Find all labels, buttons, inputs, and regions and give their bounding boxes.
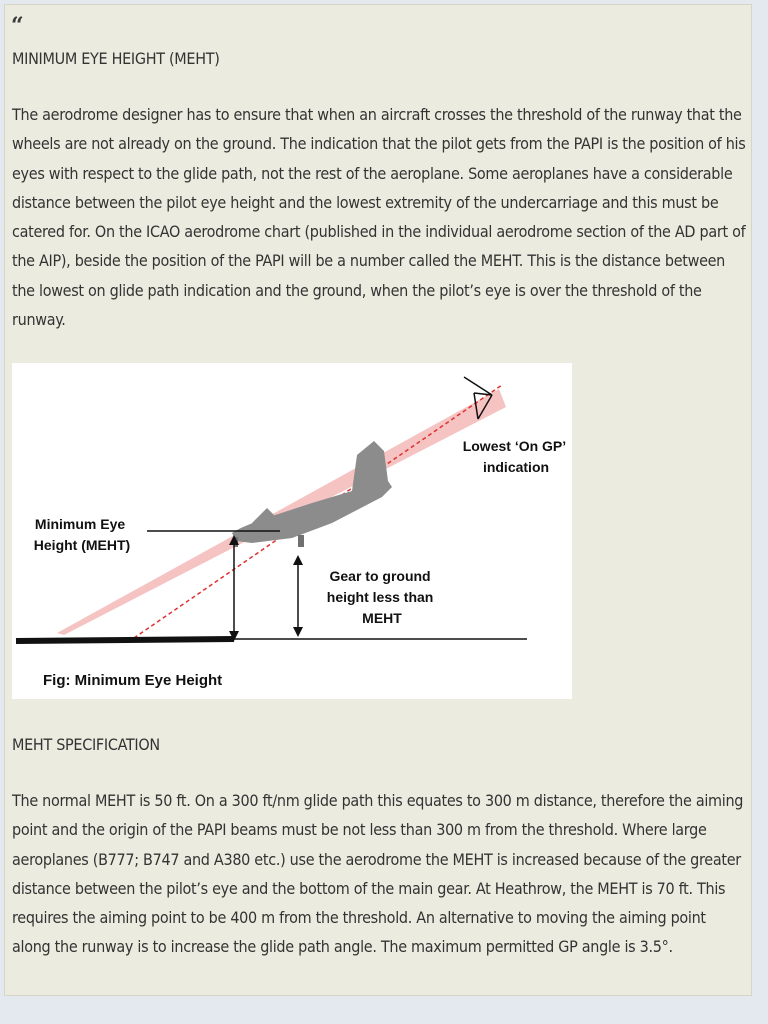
section-heading-meht-spec: MEHT SPECIFICATION (12, 735, 160, 754)
runway-surface (16, 639, 234, 641)
meht-figure (12, 363, 572, 699)
paragraph-meht-intro: The aerodrome designer has to ensure that when an aircraft crosses the threshold of the runway that the wheels are not already on the ground. The indication that the pilot gets from the PAPI is the position of his eyes with respect to the glide path, not the rest of the aeroplane. Some aeroplanes have a considerable distance between the pilot eye height and the lowest extremity of the undercarriage and this must be catered for. On the ICAO aerodrome chart (published in the individual aerodrome section of the AD part of the AIP), beside the position of the PAPI will be a number called the MEHT. This is the distance between the lowest on glide path indication and the ground, when the pilot’s eye is over the threshold of the runway. (12, 105, 746, 330)
label-lowest-on-gp: Lowest ‘On GP’ indication (462, 438, 566, 475)
quote-icon: “ (11, 13, 22, 39)
label-minimum-eye-height: Minimum Eye Height (MEHT) (33, 516, 131, 553)
gear-height-arrow (293, 555, 303, 637)
glide-path-beam (57, 389, 506, 635)
meht-diagram (12, 363, 572, 699)
meht-arrow (229, 535, 239, 641)
label-gear-to-ground: Gear to ground height less than MEHT (326, 568, 434, 626)
quote-card (4, 4, 752, 996)
section-heading-meht: MINIMUM EYE HEIGHT (MEHT) (12, 49, 220, 68)
paragraph-meht-spec: The normal MEHT is 50 ft. On a 300 ft/nm glide path this equates to 300 m distance, therefore the aiming point and the origin of the PAPI beams must be not less than 300 m from the threshold. Where large aeroplanes (B777; B747 and A380 etc.) use the aerodrome the MEHT is increased because of the greater distance between the pilot’s eye and the bottom of the main gear. At Heathrow, the MEHT is 70 ft. This requires the aiming point to be 400 m from the threshold. An alternative to moving the aiming point along the runway is to increase the glide path angle. The maximum permitted GP angle is 3.5°. (12, 791, 744, 957)
figure-caption: Fig: Minimum Eye Height (43, 672, 223, 689)
